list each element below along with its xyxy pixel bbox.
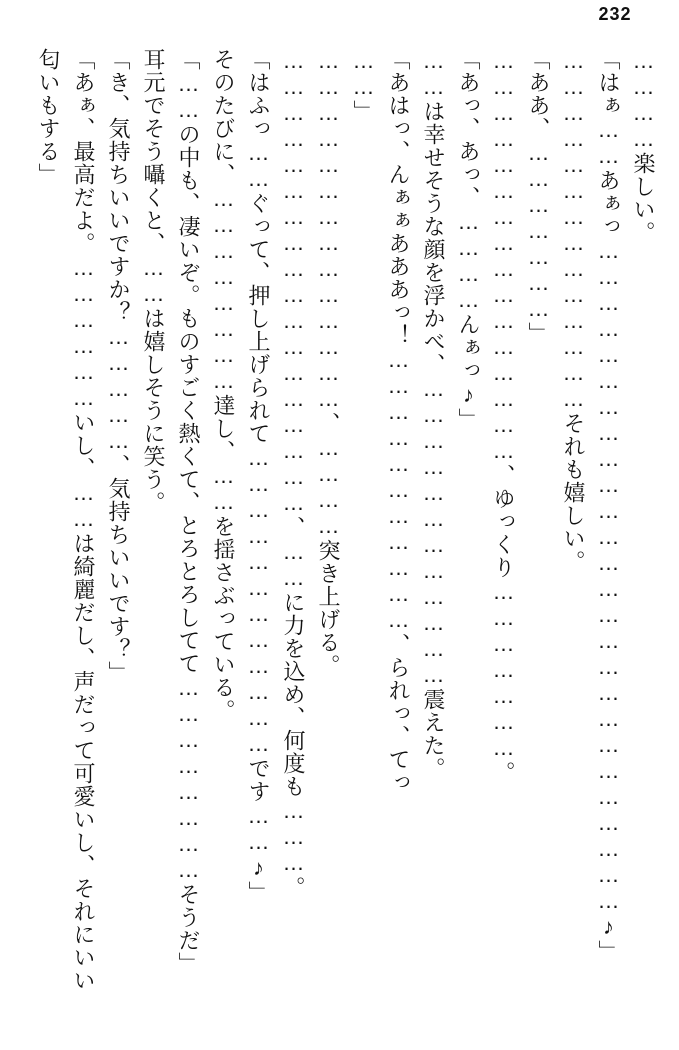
text-line: 「……の中も、凄いぞ。ものすごく熱くて、とろとろしてて……………………そうだ」 <box>176 48 201 975</box>
text-line: ……………………………………それも嬉しい。 <box>561 48 586 573</box>
text-line: …………楽しい。 <box>631 48 656 244</box>
vertical-text-body <box>31 48 661 1045</box>
text-line: そのたびに、……………………達し、……を揺さぶっている。 <box>211 48 236 722</box>
text-line: 「はぁ……あぁっ……………………………………………………………………♪」 <box>596 48 621 963</box>
text-line: 「き、気持ちいいですか？……………、気持ちいいです？」 <box>106 48 131 684</box>
text-line: ……」 <box>351 48 376 123</box>
text-line: 匂いもする」 <box>36 48 61 186</box>
page-number: 232 <box>598 4 632 24</box>
text-line: 「あぁ、最高だよ。………………いし、……は綺麗だし、声だって可愛いし、それにいい <box>71 48 96 992</box>
text-line: …………………………………………、ゆっくり…………………。 <box>491 48 516 784</box>
text-line: 耳元でそう囁くと、……は嬉しそうに笑う。 <box>141 48 166 514</box>
text-line: 「あはっ、んぁぁあああっ！……………………………、られっ、てっ <box>386 48 411 794</box>
text-line: 「ああ、…………………」 <box>526 48 551 345</box>
text-line: 「はふっ……ぐって、押し上げられて………………………………です……♪」 <box>246 48 271 904</box>
text-line: ……………………………………、…………突き上げる。 <box>316 48 341 677</box>
text-line: ………………………………………………、……に力を込め、何度も………。 <box>281 48 306 899</box>
text-line: 「あっ、あっ、…………んぁっ♪」 <box>456 48 481 431</box>
text-line: ……は幸せそうな顔を浮かべ、………………………………震えた。 <box>421 48 446 780</box>
